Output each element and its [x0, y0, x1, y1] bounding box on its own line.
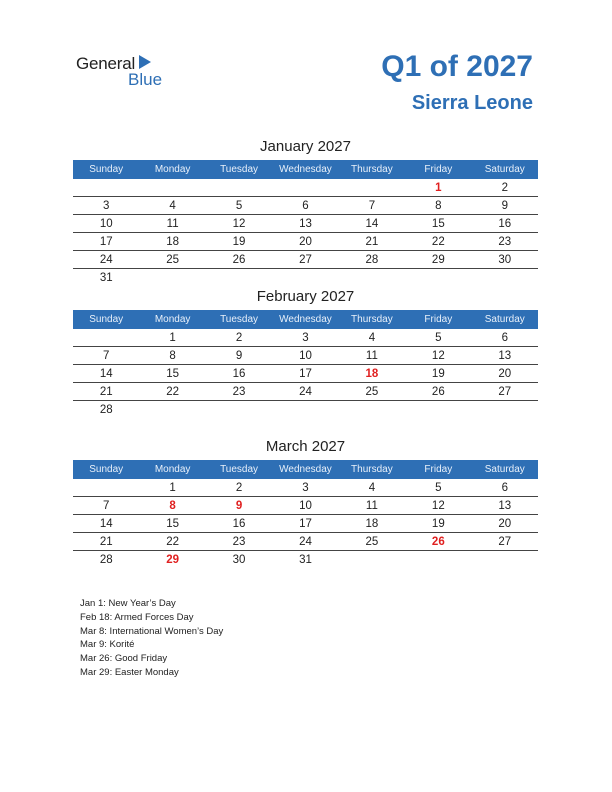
day-cell: 26 [405, 383, 471, 401]
day-cell: 28 [99, 553, 113, 566]
holiday-list-item: Mar 29: Easter Monday [80, 666, 179, 678]
day-cell: 14 [73, 515, 139, 533]
day-cell: 29 [166, 553, 180, 566]
week-row [73, 365, 538, 383]
day-cell: 22 [405, 233, 471, 251]
day-cell: 24 [73, 251, 139, 269]
day-cell: 2 [472, 179, 538, 197]
day-cell: 2 [206, 329, 272, 347]
day-cell [272, 269, 338, 287]
week-row [73, 497, 538, 515]
day-cell: 18 [339, 515, 405, 533]
day-cell: 5 [405, 479, 471, 497]
day-cell: 11 [139, 215, 205, 233]
day-cell [472, 269, 538, 287]
day-cell [472, 551, 538, 569]
day-cell: 22 [139, 533, 205, 551]
day-cell: 8 [139, 497, 205, 515]
day-cell: 26 [405, 533, 471, 551]
weekday-header: Sunday [73, 160, 139, 179]
calendar-grid [73, 310, 538, 418]
day-cell: 13 [472, 347, 538, 365]
week-row [73, 533, 538, 551]
day-cell: 27 [472, 383, 538, 401]
logo-general-text: General [76, 54, 136, 73]
day-cell: 7 [73, 347, 139, 365]
day-cell: 21 [339, 233, 405, 251]
week-row [73, 515, 538, 533]
week-row [73, 401, 538, 419]
day-cell: 13 [472, 497, 538, 515]
week-row [73, 251, 538, 269]
day-cell: 30 [472, 251, 538, 269]
day-cell: 27 [272, 251, 338, 269]
day-cell [405, 401, 471, 419]
logo-blue-text: Blue [128, 70, 163, 89]
day-cell: 24 [272, 383, 338, 401]
day-cell [139, 179, 205, 197]
day-cell: 24 [272, 533, 338, 551]
weekday-header: Tuesday [206, 160, 272, 179]
day-cell: 31 [299, 553, 312, 566]
weekday-header: Wednesday [272, 310, 338, 329]
day-cell [339, 269, 405, 287]
day-cell: 13 [272, 215, 338, 233]
holiday-list-item: Mar 8: International Women’s Day [80, 625, 224, 637]
holiday-list-item: Mar 9: Korité [80, 639, 135, 651]
day-cell: 9 [206, 497, 272, 515]
day-cell: 14 [339, 215, 405, 233]
week-row [73, 215, 538, 233]
day-cell: 15 [139, 515, 205, 533]
day-cell [206, 179, 272, 197]
day-cell: 11 [339, 497, 405, 515]
weekday-header: Wednesday [272, 160, 338, 179]
month-title: January 2027 [260, 138, 351, 155]
day-cell: 4 [339, 479, 405, 497]
week-row [73, 269, 538, 287]
day-cell [339, 401, 405, 419]
logo [76, 52, 176, 92]
day-cell: 10 [73, 215, 139, 233]
week-row [73, 347, 538, 365]
weekday-header: Wednesday [272, 460, 338, 479]
weekday-header: Sunday [73, 310, 139, 329]
weekday-header: Saturday [472, 460, 538, 479]
day-cell: 29 [405, 251, 471, 269]
weekday-header: Monday [139, 160, 205, 179]
day-cell: 16 [472, 215, 538, 233]
day-cell: 26 [206, 251, 272, 269]
day-cell: 28 [99, 403, 113, 416]
week-row [73, 233, 538, 251]
day-cell: 5 [405, 329, 471, 347]
day-cell: 11 [339, 347, 405, 365]
weekday-header: Saturday [472, 310, 538, 329]
day-cell: 6 [272, 197, 338, 215]
day-cell [339, 179, 405, 197]
day-cell [405, 551, 471, 569]
weekday-header: Sunday [73, 460, 139, 479]
day-cell: 7 [339, 197, 405, 215]
weekday-header: Thursday [339, 460, 405, 479]
weekday-header: Monday [139, 460, 205, 479]
month-calendar-march [73, 438, 538, 568]
day-cell: 4 [139, 197, 205, 215]
day-cell [405, 269, 471, 287]
day-cell: 16 [206, 365, 272, 383]
calendar-grid [73, 160, 538, 286]
month-calendar-february [73, 288, 538, 418]
day-cell: 19 [206, 233, 272, 251]
day-cell: 27 [472, 533, 538, 551]
day-cell: 10 [272, 347, 338, 365]
day-cell: 17 [73, 233, 139, 251]
logo-flag-icon [139, 55, 151, 69]
week-row [73, 179, 538, 197]
day-cell: 12 [206, 215, 272, 233]
week-row [73, 479, 538, 497]
day-cell: 12 [405, 347, 471, 365]
month-title: March 2027 [265, 438, 346, 455]
day-cell [73, 329, 139, 347]
day-cell: 15 [139, 365, 205, 383]
day-cell [139, 401, 205, 419]
week-row [73, 197, 538, 215]
holiday-list [80, 597, 223, 680]
day-cell [73, 479, 139, 497]
day-cell: 2 [206, 479, 272, 497]
day-cell [472, 401, 538, 419]
weekday-header: Friday [405, 310, 471, 329]
day-cell [272, 401, 338, 419]
day-cell: 23 [206, 533, 272, 551]
day-cell: 21 [73, 533, 139, 551]
day-cell: 5 [206, 197, 272, 215]
week-row [73, 551, 538, 569]
weekday-header: Monday [139, 310, 205, 329]
holiday-list-item: Mar 26: Good Friday [80, 653, 168, 665]
day-cell: 19 [405, 515, 471, 533]
day-cell [339, 551, 405, 569]
day-cell: 1 [405, 179, 471, 197]
weekday-header: Friday [405, 460, 471, 479]
holiday-list-item: Feb 18: Armed Forces Day [80, 611, 194, 623]
day-cell [206, 269, 272, 287]
day-cell: 25 [339, 533, 405, 551]
day-cell: 9 [206, 347, 272, 365]
day-cell: 12 [405, 497, 471, 515]
day-cell: 18 [139, 233, 205, 251]
day-cell [272, 179, 338, 197]
day-cell: 25 [139, 251, 205, 269]
day-cell: 3 [73, 197, 139, 215]
day-cell: 21 [73, 383, 139, 401]
weekday-header: Tuesday [206, 460, 272, 479]
day-cell: 6 [472, 479, 538, 497]
day-cell: 20 [472, 365, 538, 383]
day-cell: 22 [139, 383, 205, 401]
day-cell: 31 [99, 271, 113, 284]
week-row [73, 383, 538, 401]
day-cell [206, 401, 272, 419]
day-cell: 20 [272, 233, 338, 251]
day-cell: 7 [73, 497, 139, 515]
country-name: Sierra Leone [411, 92, 533, 114]
day-cell: 1 [139, 479, 205, 497]
day-cell: 15 [405, 215, 471, 233]
weekday-header: Saturday [472, 160, 538, 179]
day-cell: 3 [272, 329, 338, 347]
day-cell: 10 [272, 497, 338, 515]
day-cell: 17 [272, 365, 338, 383]
week-row [73, 329, 538, 347]
month-calendar-january [73, 138, 538, 286]
holiday-list-item: Jan 1: New Year’s Day [80, 598, 176, 609]
day-cell: 8 [139, 347, 205, 365]
day-cell: 16 [206, 515, 272, 533]
day-cell: 4 [339, 329, 405, 347]
day-cell: 17 [272, 515, 338, 533]
day-cell: 3 [272, 479, 338, 497]
day-cell: 1 [139, 329, 205, 347]
weekday-header: Friday [405, 160, 471, 179]
calendar-grid [73, 460, 538, 568]
day-cell: 18 [339, 365, 405, 383]
day-cell: 20 [472, 515, 538, 533]
day-cell: 25 [339, 383, 405, 401]
day-cell: 6 [472, 329, 538, 347]
day-cell: 30 [232, 553, 246, 566]
month-title: February 2027 [256, 288, 355, 305]
day-cell: 19 [405, 365, 471, 383]
day-cell: 14 [73, 365, 139, 383]
day-cell [139, 269, 205, 287]
day-cell: 28 [339, 251, 405, 269]
day-cell [73, 179, 139, 197]
weekday-header: Thursday [339, 310, 405, 329]
page-title: Q1 of 2027 [381, 50, 533, 83]
day-cell: 23 [472, 233, 538, 251]
weekday-header: Thursday [339, 160, 405, 179]
day-cell: 8 [405, 197, 471, 215]
day-cell: 23 [206, 383, 272, 401]
day-cell: 9 [472, 197, 538, 215]
weekday-header: Tuesday [206, 310, 272, 329]
